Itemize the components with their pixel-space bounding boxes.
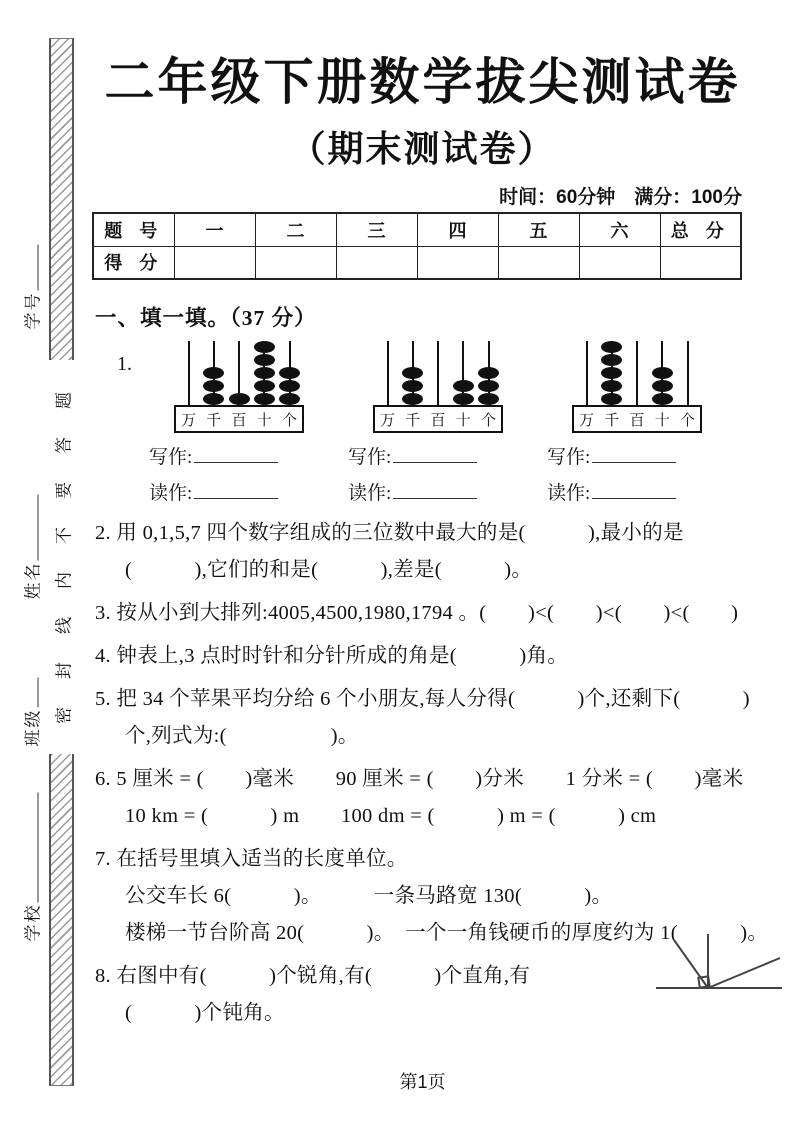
rod-line [636, 341, 638, 407]
page-subtitle: （期末测试卷） [289, 128, 556, 169]
score-table-score-row [93, 246, 741, 279]
question-1 [117, 341, 755, 505]
abacus-bead [601, 380, 622, 392]
write-blank [592, 445, 676, 463]
score-cell-empty [174, 246, 255, 279]
abacus-rod [377, 341, 398, 405]
question-2-line-2: ( ),它们的和是( ),差是( )。 [125, 559, 533, 581]
abacus-bead [402, 393, 423, 405]
place-label: 百 [629, 412, 645, 429]
place-label: 百 [231, 412, 247, 429]
abacus-bead [601, 341, 622, 353]
read-line [145, 478, 333, 505]
abacus-rod [601, 341, 622, 405]
abacus-rod [229, 341, 250, 405]
abacus-bead [652, 393, 673, 405]
place-label: 万 [380, 412, 396, 429]
question-3 [95, 595, 755, 632]
abacus-bead [652, 380, 673, 392]
abacus-rod [279, 341, 300, 405]
angle-diagram [648, 928, 790, 1006]
abacus-figure-2 [373, 341, 503, 433]
abacus-bead [601, 393, 622, 405]
bead-stack [279, 366, 300, 405]
cell-five: 五 [498, 213, 579, 246]
abacus-bead [279, 393, 300, 405]
abacus-bead [601, 367, 622, 379]
abacus-bead [203, 367, 224, 379]
bead-stack [229, 392, 250, 405]
question-5-line-1: 5. 把 34 个苹果平均分给 6 个小朋友,每人分得( )个,还剩下( ) [95, 688, 750, 710]
side-label-school-text: 学校 [23, 903, 43, 942]
place-label: 十 [455, 412, 471, 429]
side-label-name [19, 495, 44, 600]
write-line [145, 442, 333, 469]
abacus-place-labels [174, 405, 304, 433]
abacus-bead [254, 354, 275, 366]
place-label: 万 [579, 412, 595, 429]
question-4-line-1: 4. 钟表上,3 点时时针和分针所成的角是( )角。 [95, 645, 569, 667]
read-label: 读作: [547, 483, 591, 504]
cell-four: 四 [417, 213, 498, 246]
abacus-bead [254, 393, 275, 405]
question-8-line-2: ( )个钝角。 [125, 1002, 285, 1024]
score-cell-empty [498, 246, 579, 279]
abacus-bead [478, 393, 499, 405]
abacus-rods [373, 341, 503, 405]
question-7-line-2: 公交车长 6( )。 一条马路宽 130( )。 [125, 885, 613, 907]
abacus-bead [229, 393, 250, 405]
abacus-bead [652, 367, 673, 379]
question-8-line-1: 8. 右图中有( )个锐角,有( )个直角,有 [95, 965, 531, 987]
abacus-rod [627, 341, 648, 405]
score-cell-empty [660, 246, 741, 279]
section-heading: 一、填一填。（37 分） [95, 306, 317, 330]
read-label: 读作: [149, 483, 193, 504]
write-label: 写作: [149, 447, 193, 468]
abacus-place-labels [373, 405, 503, 433]
question-6-line-1: 6. 5 厘米 = ( )毫米 90 厘米 = ( )分米 1 分米 = ( )毫米 [95, 768, 744, 790]
abacus-figure-1 [174, 341, 304, 433]
cell-score-label: 得 分 [93, 246, 174, 279]
abacus-bead [254, 341, 275, 353]
abacus-rod [402, 341, 423, 405]
write-label: 写作: [348, 447, 392, 468]
place-label: 千 [405, 412, 421, 429]
rod-line [387, 341, 389, 407]
place-label: 个 [679, 412, 695, 429]
cell-three: 三 [336, 213, 417, 246]
place-label: 千 [206, 412, 222, 429]
abacus-rod [428, 341, 449, 405]
abacus-bead [453, 393, 474, 405]
score-cell-empty [336, 246, 417, 279]
bead-stack [601, 340, 622, 405]
write-line [543, 442, 731, 469]
abacus-bead [478, 367, 499, 379]
read-blank [393, 481, 477, 499]
cell-one: 一 [174, 213, 255, 246]
side-label-school [19, 793, 44, 942]
place-label: 十 [654, 412, 670, 429]
cell-six: 六 [579, 213, 660, 246]
side-label-student-number [19, 245, 44, 330]
class-blank [22, 678, 38, 708]
score-cell-empty [417, 246, 498, 279]
abacus-column-3 [543, 341, 731, 505]
abacus-rod [203, 341, 224, 405]
abacus-bead [279, 380, 300, 392]
write-blank [194, 445, 278, 463]
abacus-rod [576, 341, 597, 405]
cell-two: 二 [255, 213, 336, 246]
question-4 [95, 638, 755, 675]
score-cell-empty [579, 246, 660, 279]
side-label-student-number-text: 学号 [23, 291, 43, 330]
abacus-bead [402, 367, 423, 379]
abacus-bead [453, 380, 474, 392]
abacus-bead [279, 367, 300, 379]
school-blank [22, 793, 38, 903]
place-label: 十 [256, 412, 272, 429]
write-blank [393, 445, 477, 463]
read-line [344, 478, 532, 505]
write-line [344, 442, 532, 469]
place-label: 百 [430, 412, 446, 429]
score-table-header-row [93, 213, 741, 246]
abacus-rod [478, 341, 499, 405]
abacus-rod [652, 341, 673, 405]
abacus-bead [601, 354, 622, 366]
abacus-place-labels [572, 405, 702, 433]
read-label: 读作: [348, 483, 392, 504]
bead-stack [453, 379, 474, 405]
abacus-bead [203, 380, 224, 392]
abacus-bead [402, 380, 423, 392]
abacus-bead [254, 367, 275, 379]
page-title: 二年级下册数学拔尖测试卷 [104, 54, 741, 110]
cell-question-number: 题 号 [93, 213, 174, 246]
bead-stack [254, 340, 275, 405]
name-blank [22, 495, 38, 561]
read-blank [194, 481, 278, 499]
abacus-rod [677, 341, 698, 405]
rod-line [437, 341, 439, 407]
question-5-line-2: 个,列式为:( )。 [125, 725, 359, 747]
abacus-figure-3 [572, 341, 702, 433]
side-label-class-text: 班级 [23, 708, 43, 747]
read-blank [592, 481, 676, 499]
rod-line [687, 341, 689, 407]
place-label: 个 [281, 412, 297, 429]
seal-line-text: 密封线内不要答题 [47, 360, 78, 754]
question-5 [95, 681, 755, 755]
question-6-line-2: 10 km = ( ) m 100 dm = ( ) m = ( ) cm [125, 805, 657, 827]
place-label: 千 [604, 412, 620, 429]
abacus-column-1 [145, 341, 333, 505]
bead-stack [402, 366, 423, 405]
abacus-bead [478, 380, 499, 392]
main-content [95, 301, 769, 1032]
side-label-name-text: 姓名 [23, 561, 43, 600]
rod-line [586, 341, 588, 407]
read-line [543, 478, 731, 505]
question-7-line-3: 楼梯一节台阶高 20( )。 一个一角钱硬币的厚度约为 1( )。 [125, 922, 769, 944]
question-1-number: 1. [117, 353, 132, 375]
abacus-rod [254, 341, 275, 405]
question-3-line-1: 3. 按从小到大排列:4005,4500,1980,1794 。( )<( )<( )<( ) [95, 602, 739, 624]
bead-stack [652, 366, 673, 405]
bead-stack [203, 366, 224, 405]
abacus-rods [174, 341, 304, 405]
abacus-rods [572, 341, 702, 405]
write-label: 写作: [547, 447, 591, 468]
abacus-bead [203, 393, 224, 405]
place-label: 万 [181, 412, 197, 429]
time-score-text: 时间：60分钟 满分：100分 [499, 187, 742, 208]
abacus-rod [178, 341, 199, 405]
score-table [92, 212, 742, 280]
score-cell-empty [255, 246, 336, 279]
bead-stack [478, 366, 499, 405]
rod-line [188, 341, 190, 407]
question-2 [95, 515, 755, 589]
student-number-blank [22, 245, 38, 291]
side-label-class [19, 678, 44, 747]
place-label: 个 [480, 412, 496, 429]
cell-total: 总 分 [660, 213, 741, 246]
abacus-rod [453, 341, 474, 405]
abacus-column-2 [344, 341, 532, 505]
abacus-bead [254, 380, 275, 392]
question-2-line-1: 2. 用 0,1,5,7 四个数字组成的三位数中最大的是( ),最小的是 [95, 522, 684, 544]
question-6 [95, 761, 755, 835]
page-number: 第1页 [399, 1072, 446, 1092]
question-7-line-1: 7. 在括号里填入适当的长度单位。 [95, 848, 408, 870]
